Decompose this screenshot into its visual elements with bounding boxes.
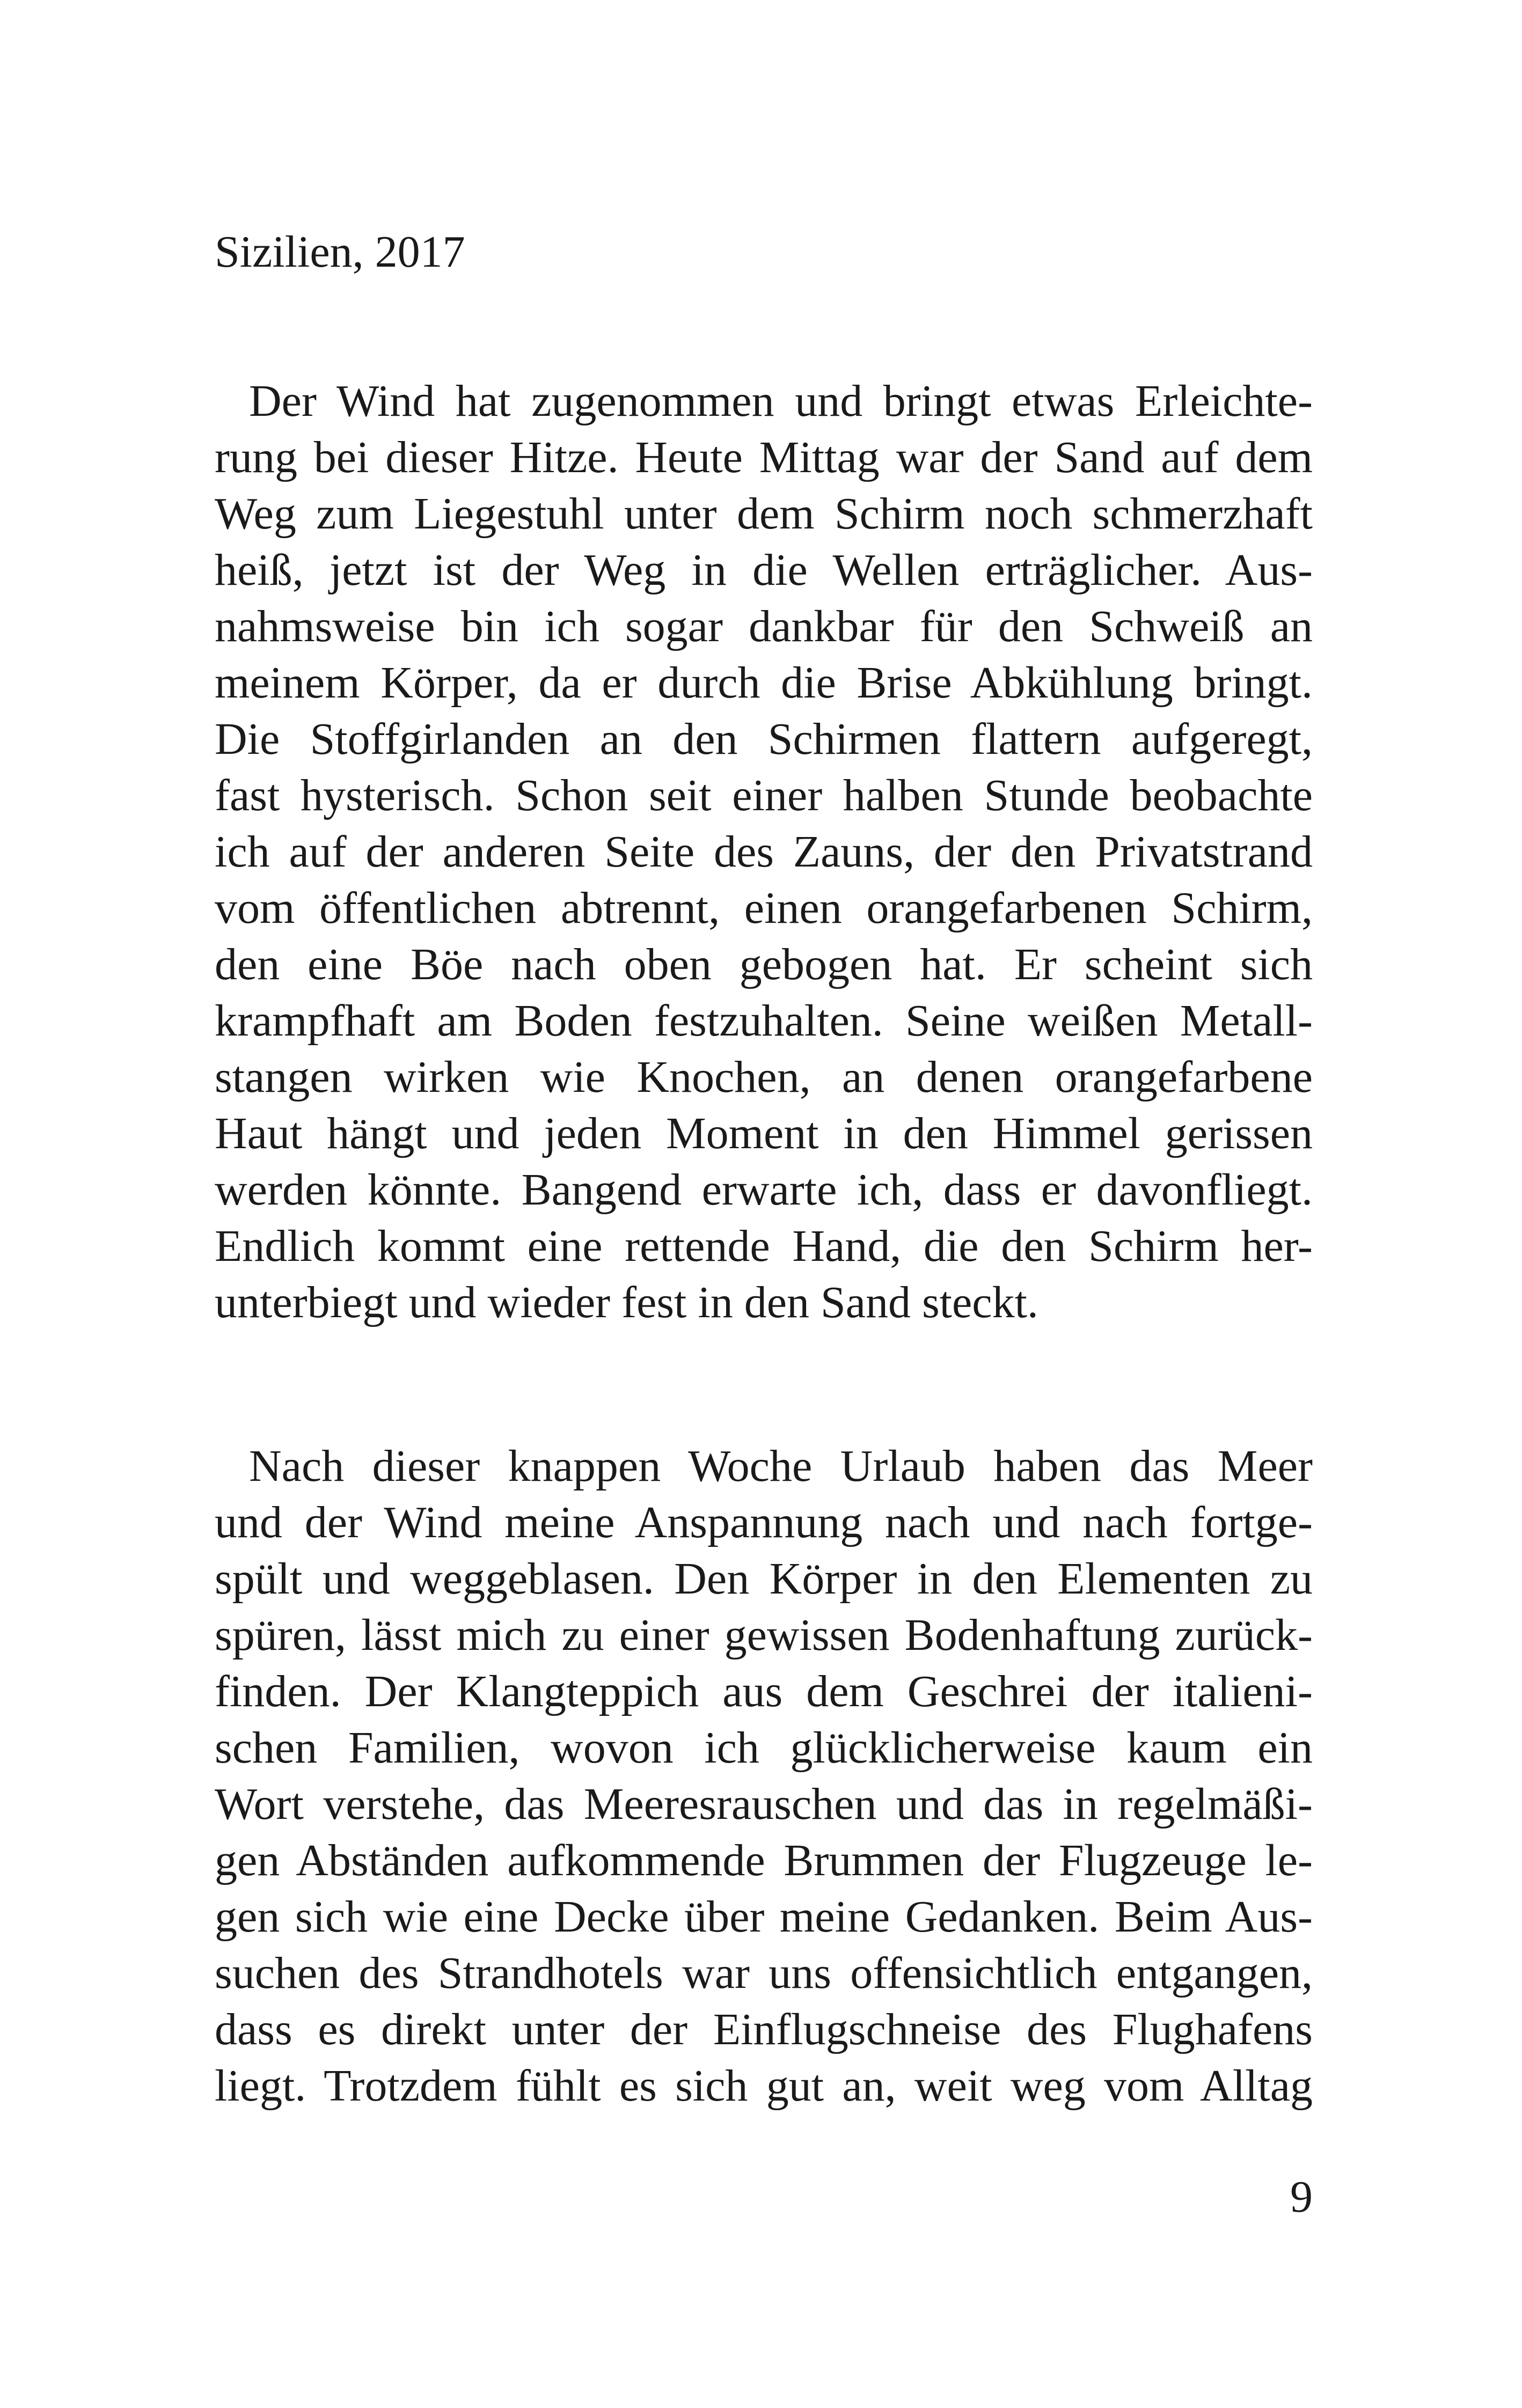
text-line: liegt. Trotzdem fühlt es sich gut an, weit weg vom Alltag (215, 2061, 1313, 2111)
text-line: Haut hängt und jeden Moment in den Himmel gerissen (215, 1108, 1313, 1158)
text-line: spüren, lässt mich zu einer gewissen Bodenhaftung zurück- (215, 1610, 1313, 1660)
chapter-heading: Sizilien, 2017 (215, 227, 465, 277)
text-line: Weg zum Liegestuhl unter dem Schirm noch schmerzhaft (215, 489, 1313, 539)
text-line: gen Abständen aufkommende Brummen der Flugzeuge le- (215, 1836, 1313, 1885)
text-line: vom öffentlichen abtrennt, einen orangefarbenen Schirm, (215, 883, 1313, 933)
text-line: schen Familien, wovon ich glücklicherweise kaum ein (215, 1723, 1313, 1773)
text-line: werden könnte. Bangend erwarte ich, dass er davonfliegt. (215, 1165, 1313, 1215)
text-line: rung bei dieser Hitze. Heute Mittag war der Sand auf dem (215, 432, 1313, 482)
text-line: Wort verstehe, das Meeresrauschen und das in regelmäßi- (215, 1779, 1313, 1829)
text-line: dass es direkt unter der Einflugschneise des Flughafens (215, 2005, 1313, 2054)
text-line: krampfhaft am Boden festzuhalten. Seine weißen Metall- (215, 996, 1313, 1046)
text-line: meinem Körper, da er durch die Brise Abkühlung bringt. (215, 658, 1313, 708)
text-line: heiß, jetzt ist der Weg in die Wellen erträglicher. Aus- (215, 545, 1313, 595)
text-line: den eine Böe nach oben gebogen hat. Er scheint sich (215, 939, 1313, 989)
text-line: unterbiegt und wieder fest in den Sand steckt. (215, 1278, 1038, 1327)
text-line: Nach dieser knappen Woche Urlaub haben das Meer (249, 1441, 1313, 1491)
text-line: Der Wind hat zugenommen und bringt etwas Erleichte- (249, 376, 1313, 426)
text-line: und der Wind meine Anspannung nach und nach fortge- (215, 1497, 1313, 1547)
text-line: Die Stoffgirlanden an den Schirmen flattern aufgeregt, (215, 714, 1313, 764)
text-line: nahmsweise bin ich sogar dankbar für den Schweiß an (215, 601, 1313, 651)
paragraph-1 (215, 373, 1313, 1331)
page-number: 9 (1290, 2172, 1313, 2222)
text-line: suchen des Strandhotels war uns offensichtlich entgangen, (215, 1948, 1313, 1998)
text-line: gen sich wie eine Decke über meine Gedanken. Beim Aus- (215, 1892, 1313, 1942)
paragraph-2 (215, 1438, 1313, 2114)
text-line: Endlich kommt eine rettende Hand, die den Schirm her- (215, 1221, 1313, 1271)
text-line: fast hysterisch. Schon seit einer halben Stunde beobachte (215, 770, 1313, 820)
text-line: finden. Der Klangteppich aus dem Geschrei der italieni- (215, 1666, 1313, 1716)
text-line: stangen wirken wie Knochen, an denen orangefarbene (215, 1052, 1313, 1102)
text-line: spült und weggeblasen. Den Körper in den Elementen zu (215, 1554, 1313, 1604)
text-line: ich auf der anderen Seite des Zauns, der den Privatstrand (215, 827, 1313, 877)
